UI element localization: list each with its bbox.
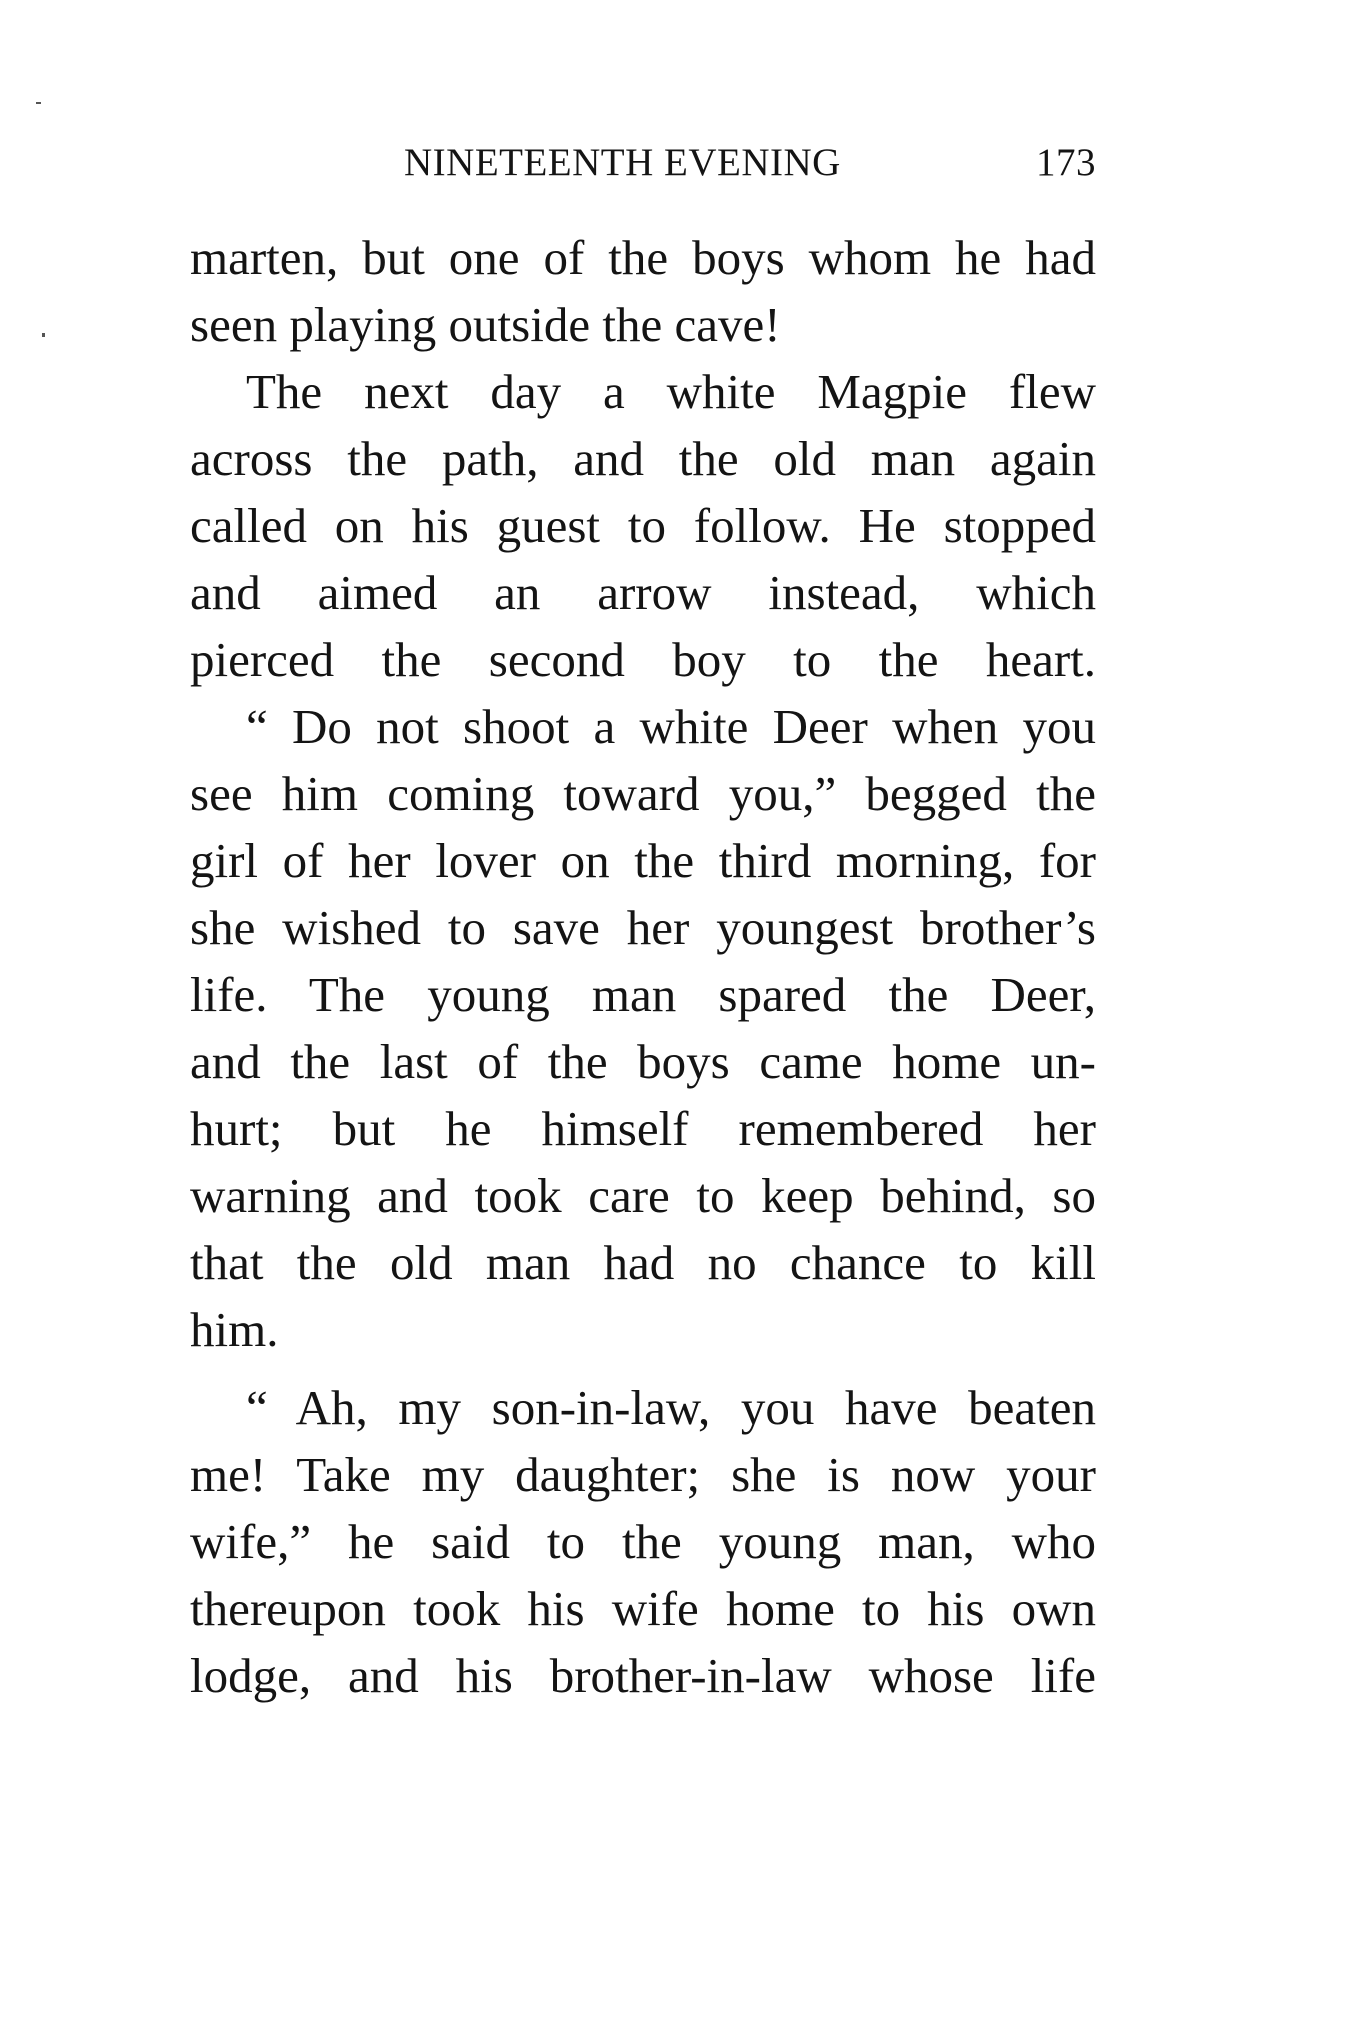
paragraph: [190, 224, 1096, 358]
paragraph: [190, 693, 1096, 1363]
page-header: [190, 140, 1096, 190]
text-line: “ Do not shoot a white Deer when you: [246, 699, 1096, 754]
text-line: and aimed an arrow instead, which: [190, 565, 1096, 620]
text-line: hurt; but he himself remembered her: [190, 1101, 1096, 1156]
paragraph-gap: [190, 1363, 1096, 1374]
text-line: across the path, and the old man again: [190, 431, 1096, 486]
running-title: NINETEENTH EVENING: [404, 141, 841, 184]
text-line: she wished to save her youngest brother’s: [190, 900, 1096, 955]
text-line: The next day a white Magpie flew: [246, 364, 1096, 419]
text-line: marten, but one of the boys whom he had: [190, 230, 1096, 285]
page-number: 173: [1036, 141, 1096, 184]
text-line: wife,” he said to the young man, who: [190, 1514, 1096, 1569]
paragraph: [190, 358, 1096, 693]
text-line: girl of her lover on the third morning, for: [190, 833, 1096, 888]
text-line: him.: [190, 1302, 279, 1357]
margin-speck: [42, 333, 45, 337]
paragraph: [190, 1374, 1096, 1709]
text-line: seen playing outside the cave!: [190, 297, 781, 352]
text-line: thereupon took his wife home to his own: [190, 1581, 1096, 1636]
text-line: “ Ah, my son-in-law, you have beaten: [246, 1380, 1096, 1435]
text-line: pierced the second boy to the heart.: [190, 632, 1096, 687]
text-line: me! Take my daughter; she is now your: [190, 1447, 1096, 1502]
text-line: called on his guest to follow. He stopped: [190, 498, 1096, 553]
margin-speck: [36, 102, 41, 104]
text-line: and the last of the boys came home un-: [190, 1034, 1096, 1089]
text-line: that the old man had no chance to kill: [190, 1235, 1096, 1290]
text-line: lodge, and his brother-in-law whose life: [190, 1648, 1096, 1703]
text-line: see him coming toward you,” begged the: [190, 766, 1096, 821]
text-line: warning and took care to keep behind, so: [190, 1168, 1096, 1223]
text-line: life. The young man spared the Deer,: [190, 967, 1096, 1022]
body-text: [190, 224, 1096, 1709]
